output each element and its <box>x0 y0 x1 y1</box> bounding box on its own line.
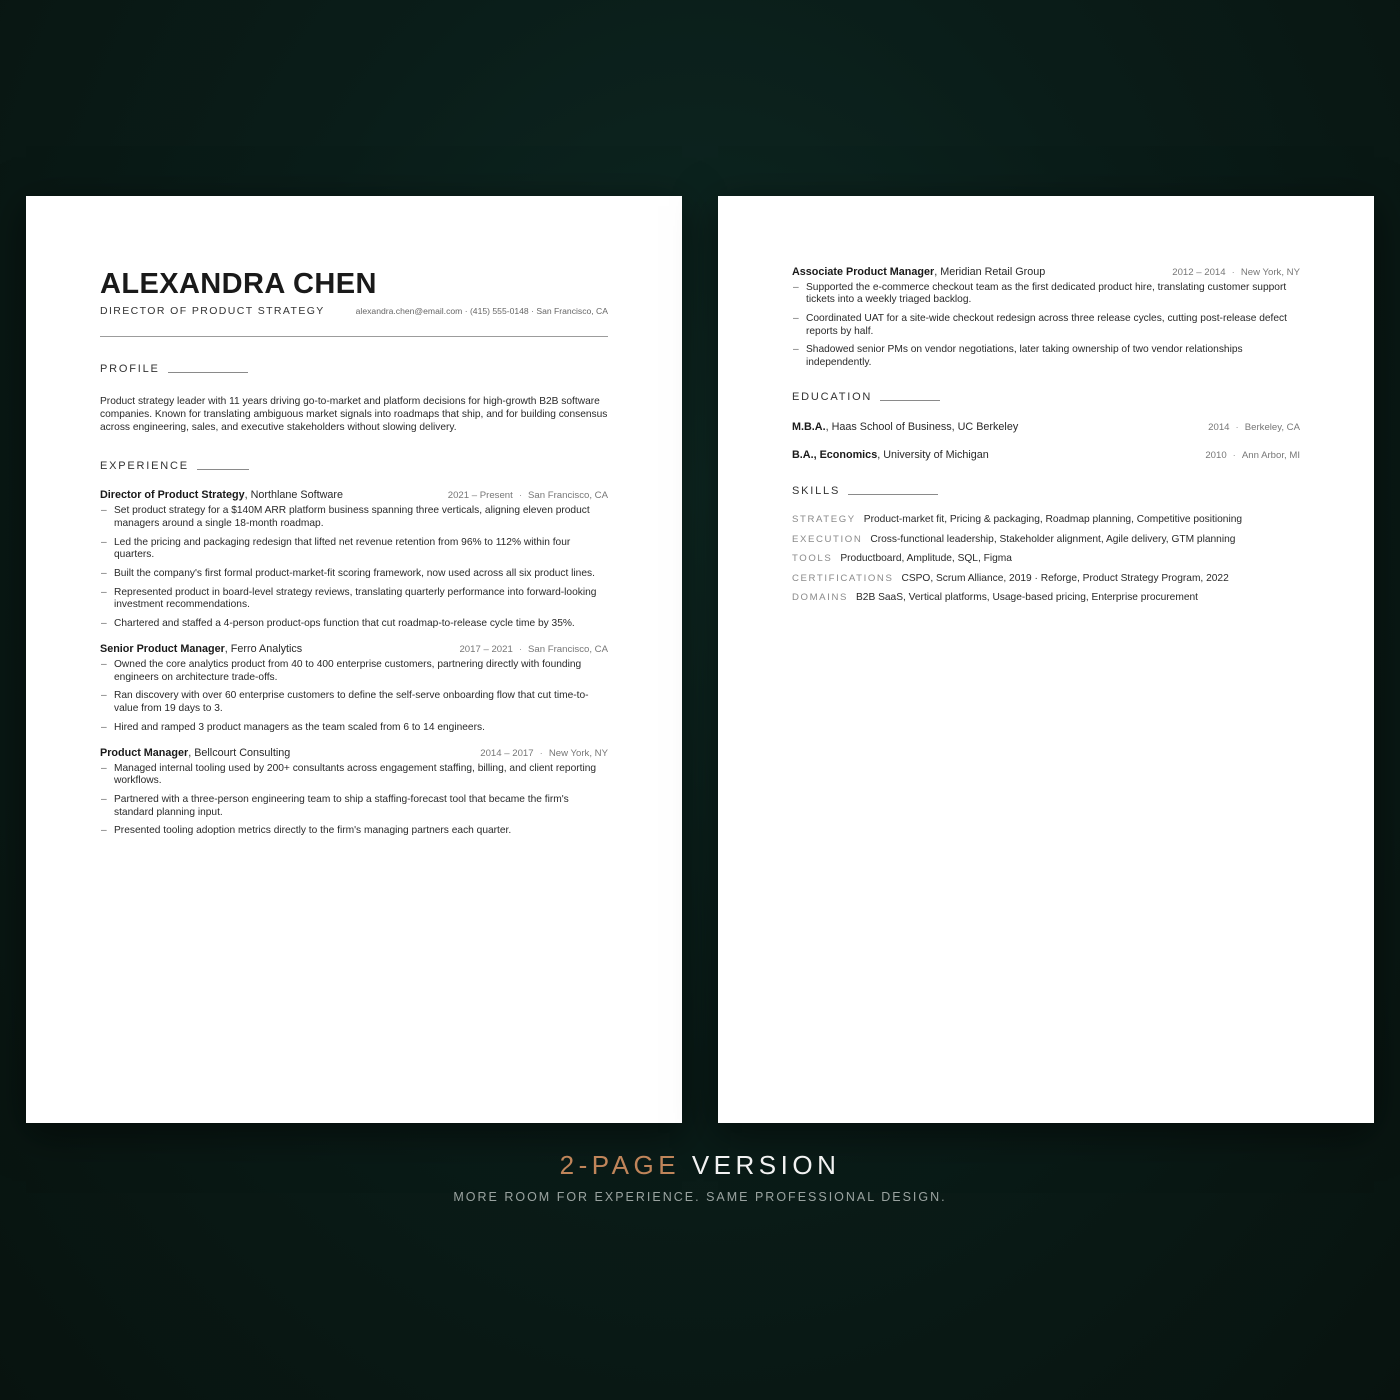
skill-category: CERTIFICATIONS <box>792 572 894 584</box>
education-entry <box>792 449 1300 461</box>
skills-row <box>792 553 1300 565</box>
resume-page-1 <box>26 196 682 1123</box>
job-bullet: – Led the pricing and packaging redesign that lifted net revenue retention from 96% to 112% within four quarters. <box>100 537 608 562</box>
job-location: New York, NY <box>1240 267 1300 278</box>
caption-subtitle: MORE ROOM FOR EXPERIENCE. SAME PROFESSIONAL DESIGN. <box>453 1190 947 1204</box>
separator-dot: · <box>1231 267 1235 278</box>
job-company: , Meridian Retail Group <box>934 266 1046 278</box>
job-location: San Francisco, CA <box>528 644 608 656</box>
section-title-profile <box>100 363 608 375</box>
section-label: PROFILE <box>100 363 160 375</box>
skill-category: STRATEGY <box>792 514 856 526</box>
section-label: SKILLS <box>792 485 841 498</box>
section-title-skills <box>792 485 1300 497</box>
skill-category: DOMAINS <box>792 592 848 604</box>
job-header <box>100 489 608 501</box>
job-entry <box>100 747 608 838</box>
job-location: New York, NY <box>548 748 608 760</box>
skill-items: Productboard, Amplitude, SQL, Figma <box>840 553 1012 565</box>
job-entry <box>100 489 608 630</box>
job-header <box>792 266 1300 278</box>
education-degree: B.A., Economics <box>792 449 878 462</box>
job-title: Associate Product Manager <box>792 266 935 278</box>
skill-items: B2B SaaS, Vertical platforms, Usage-based pricing, Enterprise procurement <box>855 592 1198 604</box>
job-bullet: – Set product strategy for a $140M ARR platform business spanning three verticals, aligning eleven product managers around a single 18-month roadmap. <box>100 505 608 530</box>
skill-category: TOOLS <box>792 553 833 565</box>
job-bullet: – Partnered with a three-person engineering team to ship a staffing-forecast tool that became the firm's standard planning input. <box>100 794 608 819</box>
separator-dot: · <box>518 644 523 656</box>
job-bullet: – Represented product in board-level strategy reviews, translating quarterly performance into forward-looking investment recommendations. <box>100 587 608 612</box>
job-company: , Ferro Analytics <box>224 643 303 656</box>
education-location: Berkeley, CA <box>1244 422 1300 434</box>
job-bullets <box>100 763 608 838</box>
separator-dot: · <box>1235 422 1239 434</box>
job-dates: 2017 – 2021 <box>459 644 513 656</box>
separator-dot: · <box>539 748 543 760</box>
promo-caption <box>0 1150 1400 1204</box>
skill-category: EXECUTION <box>792 533 863 545</box>
skills-row <box>792 534 1300 546</box>
contact-info: alexandra.chen@email.com · (415) 555-0148 · San Francisco, CA <box>355 306 608 316</box>
section-underline <box>848 494 938 495</box>
caption-title-rest: VERSION <box>680 1150 841 1180</box>
job-bullet: – Owned the core analytics product from 40 to 400 enterprise customers, partnering directly with founding engineers on architecture trade-offs. <box>100 659 608 684</box>
skills-list <box>792 514 1300 604</box>
separator-dot: · <box>518 490 523 502</box>
resume-page-2 <box>718 196 1374 1123</box>
job-bullets <box>100 505 608 630</box>
page-1-content <box>100 268 608 844</box>
job-header <box>100 643 608 655</box>
job-bullet: – Presented tooling adoption metrics directly to the firm's managing partners each quarter. <box>100 825 608 837</box>
education-school: , Haas School of Business, UC Berkeley <box>825 421 1019 434</box>
resume-name: ALEXANDRA CHEN <box>100 268 377 300</box>
education-entry <box>792 421 1300 433</box>
job-bullet: – Shadowed senior PMs on vendor negotiations, later taking ownership of two vendor relationships independently. <box>792 344 1300 369</box>
section-title-experience <box>100 460 608 472</box>
profile-text: Product strategy leader with 11 years driving go-to-market and platform decisions for high-growth B2B software companies. Known for translating ambiguous market signals into roadmaps that ship, and for building consensus across engineering, sales, and executive stakeholders without slowing delivery. <box>100 396 608 433</box>
section-underline <box>168 372 248 373</box>
skills-row <box>792 514 1300 526</box>
job-company: , Bellcourt Consulting <box>188 747 291 760</box>
job-title: Senior Product Manager <box>100 643 225 656</box>
skill-items: Cross-functional leadership, Stakeholder alignment, Agile delivery, GTM planning <box>870 533 1236 545</box>
education-year: 2014 <box>1208 422 1230 434</box>
job-title: Product Manager <box>100 747 189 760</box>
job-company: , Northlane Software <box>244 489 344 502</box>
job-entry <box>100 643 608 734</box>
section-underline <box>197 469 249 470</box>
job-bullet: – Hired and ramped 3 product managers as the team scaled from 6 to 14 engineers. <box>100 722 608 734</box>
job-title: Director of Product Strategy <box>100 489 245 502</box>
skills-row <box>792 592 1300 604</box>
section-label: EXPERIENCE <box>100 460 189 473</box>
job-bullets <box>100 659 608 734</box>
section-title-education <box>792 391 1300 403</box>
separator-dot: · <box>1232 450 1236 462</box>
section-underline <box>880 400 940 401</box>
skills-row <box>792 573 1300 585</box>
education-degree: M.B.A. <box>792 421 826 434</box>
job-bullet: – Coordinated UAT for a site-wide checkout redesign across three release cycles, cutting post-release defect reports by half. <box>792 313 1300 338</box>
job-dates: 2012 – 2014 <box>1172 267 1226 278</box>
job-bullet: – Built the company's first formal product-market-fit scoring framework, now used across all six product lines. <box>100 568 608 580</box>
education-school: , University of Michigan <box>877 449 989 462</box>
header-row <box>100 305 608 317</box>
job-location: San Francisco, CA <box>528 490 608 502</box>
caption-title-accent: 2-PAGE <box>559 1150 681 1180</box>
header-divider <box>100 336 608 337</box>
education-year: 2010 <box>1205 450 1227 462</box>
caption-title <box>0 1150 1400 1181</box>
section-label: EDUCATION <box>792 391 873 404</box>
job-bullet: – Ran discovery with over 60 enterprise customers to define the self-serve onboarding flow that cut time-to-value from 19 days to 3. <box>100 690 608 715</box>
education-location: Ann Arbor, MI <box>1241 450 1300 462</box>
job-bullet: – Supported the e-commerce checkout team as the first dedicated product hire, translating customer support tickets into a weekly triaged backlog. <box>792 282 1300 307</box>
resume-role: DIRECTOR OF PRODUCT STRATEGY <box>100 305 325 317</box>
skill-items: Product-market fit, Pricing & packaging, Roadmap planning, Competitive positioning <box>863 514 1243 526</box>
job-bullets <box>792 282 1300 369</box>
job-dates: 2021 – Present <box>447 490 513 502</box>
page-2-content <box>792 266 1300 612</box>
skill-items: CSPO, Scrum Alliance, 2019 · Reforge, Product Strategy Program, 2022 <box>901 572 1229 584</box>
job-dates: 2014 – 2017 <box>480 748 534 760</box>
job-bullet: – Chartered and staffed a 4-person product-ops function that cut roadmap-to-release cycle time by 35%. <box>100 618 608 630</box>
job-header <box>100 747 608 759</box>
job-entry <box>792 266 1300 369</box>
job-bullet: – Managed internal tooling used by 200+ consultants across engagement staffing, billing, and client reporting workflows. <box>100 763 608 788</box>
